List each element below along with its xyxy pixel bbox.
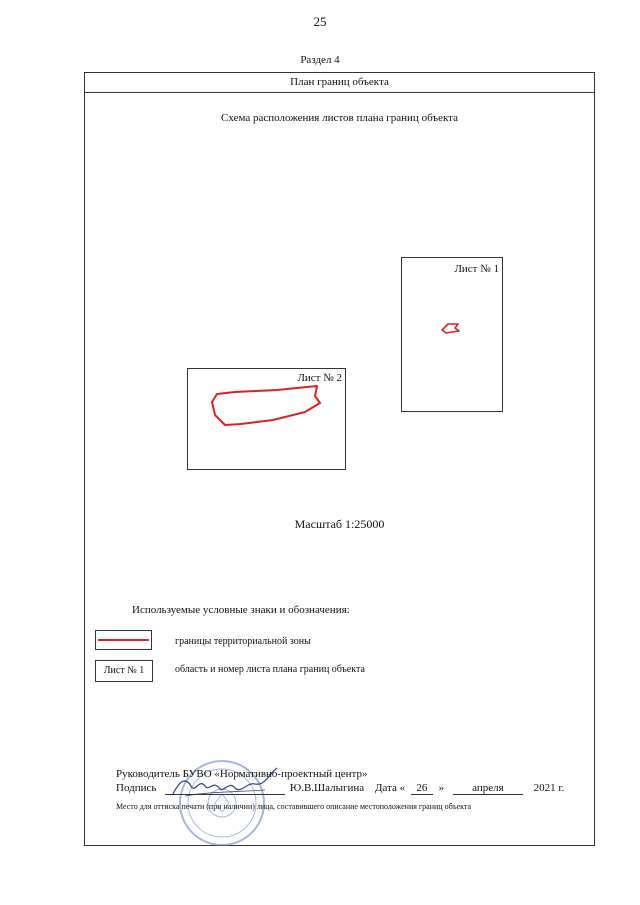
date-year: 2021 г. [533,782,565,794]
scale-label: Масштаб 1:25000 [294,517,385,531]
sheet-2-label: Лист № 2 [297,372,342,384]
date-month: апреля [453,782,523,795]
signatory-name: Ю.В.Шалыгина [289,782,365,794]
legend-title: Используемые условные знаки и обозначения: [132,604,350,616]
legend-sheet-swatch: Лист № 1 [95,660,153,682]
signatory-position: Руководитель БУВО «Нормативно-проектный центр» [116,768,368,780]
page-number: 25 [313,14,327,29]
sign-label: Подпись [116,782,157,794]
legend-sheet-text: область и номер листа плана границ объекта [175,664,365,675]
scheme-title: Схема расположения листов плана границ объекта [221,112,458,124]
sheet-1-boundary [436,318,464,338]
frame-title-row [85,73,594,93]
date-label: Дата « [374,782,406,794]
signature-line [165,782,285,795]
section-label: Раздел 4 [300,54,340,66]
sheet-1-label: Лист № 1 [454,263,499,275]
legend-boundary-swatch [95,630,152,650]
legend-boundary-text: границы территориальной зоны [175,636,311,647]
signature-row [116,782,564,795]
date-day: 26 [411,782,433,795]
sheet-2-boundary [205,382,325,428]
frame-title: План границ объекта [290,76,389,88]
date-separator: » [438,782,445,794]
stamp-note: Место для оттиска печати (при наличии) лица, составившего описание местоположения границ объекта [116,802,472,811]
boundary-line-sample [98,639,149,641]
